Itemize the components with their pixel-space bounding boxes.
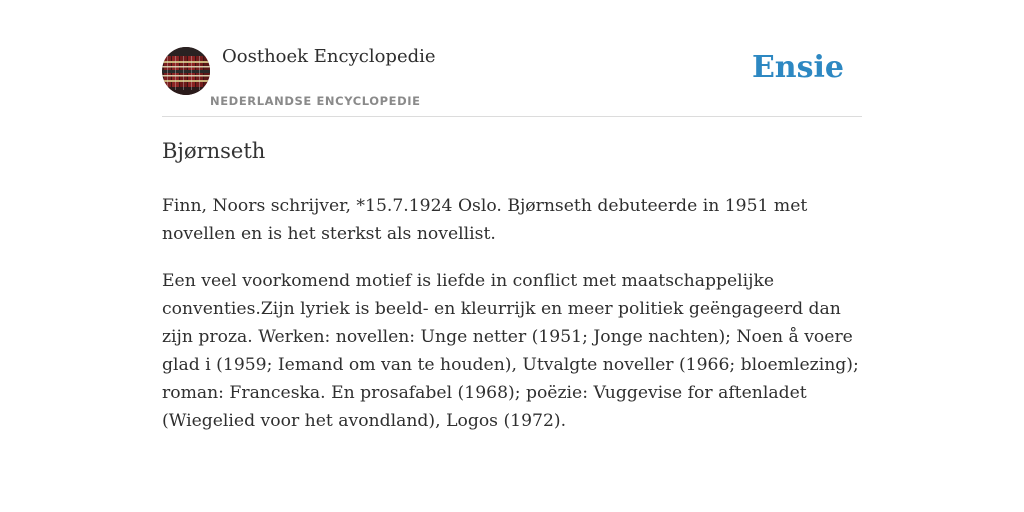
page-container: [162, 0, 862, 431]
article-title: Bjørnseth: [162, 139, 266, 163]
article-paragraph: Een veel voorkomend motief is liefde in conflict met maatschappelijke conventies.Zijn lyriek is beeld- en kleurrijk en meer politiek geëngageerd dan zijn proza. Werken: novellen: Unge netter (1951; Jonge nachten); Noen å voere glad i (1959; Iemand om van te houden), Utvalgte noveller (1966; bloemlezing); roman: Franceska. En prosafabel (1968); poëzie: Vuggevise for aftenladet (Wiegelied voor het avondland), Logos (1972).: [162, 271, 859, 431]
site-subtitle: NEDERLANDSE ENCYCLOPEDIE: [210, 94, 421, 108]
article-paragraph: Finn, Noors schrijver, *15.7.1924 Oslo. Bjørnseth debuteerde in 1951 met novellen en is het sterkst als novellist.: [162, 196, 808, 244]
site-header: [162, 0, 862, 117]
site-title[interactable]: Oosthoek Encyclopedie: [222, 46, 436, 67]
brand-logo[interactable]: Ensie: [751, 50, 844, 85]
encyclopedia-books-icon[interactable]: [162, 47, 210, 95]
